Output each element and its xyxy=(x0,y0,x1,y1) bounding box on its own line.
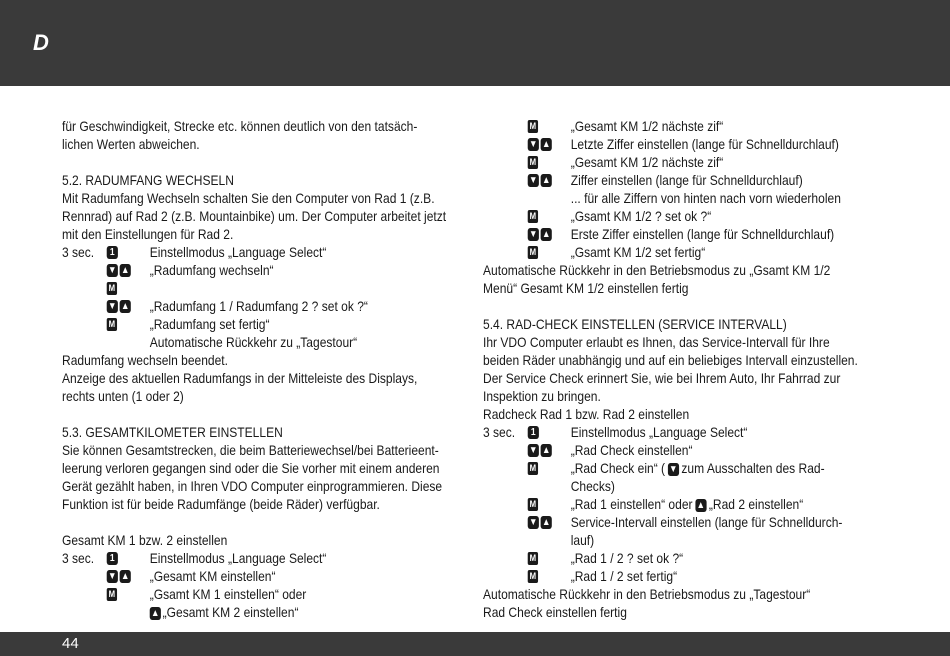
step-row: 3 sec. 1 Einstellmodus „Language Select“ xyxy=(62,244,327,260)
section-heading: 5.4. RAD-CHECK EINSTELLEN (SERVICE INTERVALL) xyxy=(483,316,787,332)
step-row: ▼ ▲ „Gesamt KM einstellen“ xyxy=(108,568,276,584)
arrow-down-icon: ▼ xyxy=(529,138,538,150)
arrow-up-icon: ▲ xyxy=(120,300,130,312)
text-line: Rad Check einstellen fertig xyxy=(483,604,627,620)
arrow-up-icon: ▲ xyxy=(541,516,551,528)
section-heading: 5.3. GESAMTKILOMETER EINSTELLEN xyxy=(62,424,283,440)
text-line: Automatische Rückkehr in den Betriebsmodus zu „Tagestour“ xyxy=(483,586,811,602)
text-line: Funktion ist für beide Radumfänge (beide Räder) verfügbar. xyxy=(62,496,380,512)
mode-button-icon: M xyxy=(108,282,116,293)
arrow-down-icon: ▼ xyxy=(529,174,538,186)
step-row: M „Gesamt KM 1/2 nächste zif“ xyxy=(529,118,724,134)
text-line: Sie können Gesamtstrecken, die beim Batteriewechsel/bei Batterieent- xyxy=(62,442,439,458)
arrow-down-icon: ▼ xyxy=(668,463,678,475)
mode-button-icon: M xyxy=(108,318,116,329)
text-line: Gesamt KM 1 bzw. 2 einstellen xyxy=(62,532,228,548)
button-1-icon: 1 xyxy=(107,246,118,259)
mode-button-icon: M xyxy=(529,210,537,221)
page-number: 44 xyxy=(62,635,79,652)
arrow-up-icon: ▲ xyxy=(120,264,130,276)
step-row: 3 sec. 1 Einstellmodus „Language Select“ xyxy=(483,424,748,440)
text-line: Radcheck Rad 1 bzw. Rad 2 einstellen xyxy=(483,406,690,422)
mode-button-icon: M xyxy=(529,156,537,167)
text-line: Radumfang wechseln beendet. xyxy=(62,352,229,368)
arrow-down-icon: ▼ xyxy=(108,264,117,276)
text-line: Ihr VDO Computer erlaubt es Ihnen, das Service-Intervall für Ihre xyxy=(483,334,830,350)
arrow-up-icon: ▲ xyxy=(541,228,551,240)
arrow-up-icon: ▲ xyxy=(696,499,705,511)
text-line: Gerät gezählt haben, in Ihren VDO Computer einprogrammieren. Diese xyxy=(62,478,443,494)
section-heading: 5.2. RADUMFANG WECHSELN xyxy=(62,172,234,188)
arrow-down-icon: ▼ xyxy=(529,516,538,528)
step-row: ▼ ▲ Ziffer einstellen (lange für Schnelldurchlauf) xyxy=(529,172,803,188)
text-line: lichen Werten abweichen. xyxy=(62,136,200,152)
step-row: Checks) xyxy=(570,478,615,494)
text-line: Inspektion zu bringen. xyxy=(483,388,601,404)
step-row: ▼ ▲ Service-Intervall einstellen (lange für Schnelldurch- xyxy=(529,514,843,530)
text-line: leerung verloren gegangen sind oder die Sie vorher mit einem anderen xyxy=(62,460,440,476)
arrow-down-icon: ▼ xyxy=(529,228,538,240)
step-row: M „Rad 1 / 2 set fertig“ xyxy=(529,568,678,584)
step-row: M „Rad 1 einstellen“ oder ▲ „Rad 2 einstellen“ xyxy=(529,496,804,512)
arrow-up-icon: ▲ xyxy=(151,607,160,619)
text-line: rechts unten (1 oder 2) xyxy=(62,388,184,404)
step-row: M „Rad 1 / 2 ? set ok ?“ xyxy=(529,550,684,566)
left-column xyxy=(62,117,458,621)
button-1-icon: 1 xyxy=(528,426,539,439)
step-row: M „Rad Check ein“ ( ▼ zum Ausschalten des Rad- xyxy=(529,460,825,476)
mode-button-icon: M xyxy=(529,120,537,131)
right-column xyxy=(483,117,887,621)
header-bar xyxy=(0,0,950,86)
arrow-up-icon: ▲ xyxy=(120,570,130,582)
text-line: mit den Einstellungen für Rad 2. xyxy=(62,226,234,242)
arrow-down-icon: ▼ xyxy=(108,300,117,312)
language-label: D xyxy=(33,30,49,55)
step-row: M „Gsamt KM 1 einstellen“ oder xyxy=(108,586,307,602)
step-row: ▼ ▲ Erste Ziffer einstellen (lange für Schnelldurchlauf) xyxy=(529,226,835,242)
mode-button-icon: M xyxy=(529,552,537,563)
arrow-up-icon: ▲ xyxy=(541,138,551,150)
text-line: Menü“ Gesamt KM 1/2 einstellen fertig xyxy=(483,280,689,296)
arrow-up-icon: ▲ xyxy=(541,174,551,186)
step-row: Automatische Rückkehr zu „Tagestour“ xyxy=(149,334,358,350)
step-row: ... für alle Ziffern von hinten nach vorn wiederholen xyxy=(570,190,841,206)
step-row: ▼ ▲ „Radumfang 1 / Radumfang 2 ? set ok ?“ xyxy=(108,298,368,314)
text-line: Anzeige des aktuellen Radumfangs in der Mitteleiste des Displays, xyxy=(62,370,418,386)
text-line: beiden Räder unabhängig und auf ein beliebiges Intervall einzustellen. xyxy=(483,352,858,368)
mode-button-icon: M xyxy=(529,462,537,473)
arrow-up-icon: ▲ xyxy=(541,444,551,456)
step-row: 3 sec. 1 Einstellmodus „Language Select“ xyxy=(62,550,327,566)
step-row: M „Gsamt KM 1/2 ? set ok ?“ xyxy=(529,208,712,224)
step-row: lauf) xyxy=(570,532,595,548)
text-line: für Geschwindigkeit, Strecke etc. können deutlich von den tatsäch- xyxy=(62,118,418,134)
step-row: M „Gesamt KM 1/2 nächste zif“ xyxy=(529,154,724,170)
mode-button-icon: M xyxy=(529,246,537,257)
footer-bar xyxy=(0,632,950,656)
text-line: Mit Radumfang Wechseln schalten Sie den Computer von Rad 1 (z.B. xyxy=(62,190,435,206)
arrow-down-icon: ▼ xyxy=(529,444,538,456)
text-line: Rennrad) auf Rad 2 (z.B. Mountainbike) um. Der Computer arbeitet jetzt xyxy=(62,208,447,224)
step-row: ▼ ▲ „Radumfang wechseln“ xyxy=(108,262,274,278)
text-line: Automatische Rückkehr in den Betriebsmodus zu „Gsamt KM 1/2 xyxy=(483,262,831,278)
mode-button-icon: M xyxy=(529,498,537,509)
mode-button-icon: M xyxy=(108,588,116,599)
step-row: ▼ ▲ „Rad Check einstellen“ xyxy=(529,442,693,458)
button-1-icon: 1 xyxy=(107,552,118,565)
step-row: ▲ „Gesamt KM 2 einstellen“ xyxy=(151,604,299,620)
step-row: M „Radumfang set fertig“ xyxy=(108,316,270,332)
mode-button-icon: M xyxy=(529,570,537,581)
step-row xyxy=(62,279,458,297)
arrow-down-icon: ▼ xyxy=(108,570,117,582)
text-line: Der Service Check erinnert Sie, wie bei Ihrem Auto, Ihr Fahrrad zur xyxy=(483,370,841,386)
step-row: ▼ ▲ Letzte Ziffer einstellen (lange für Schnelldurchlauf) xyxy=(529,136,839,152)
step-row: M „Gsamt KM 1/2 set fertig“ xyxy=(529,244,706,260)
